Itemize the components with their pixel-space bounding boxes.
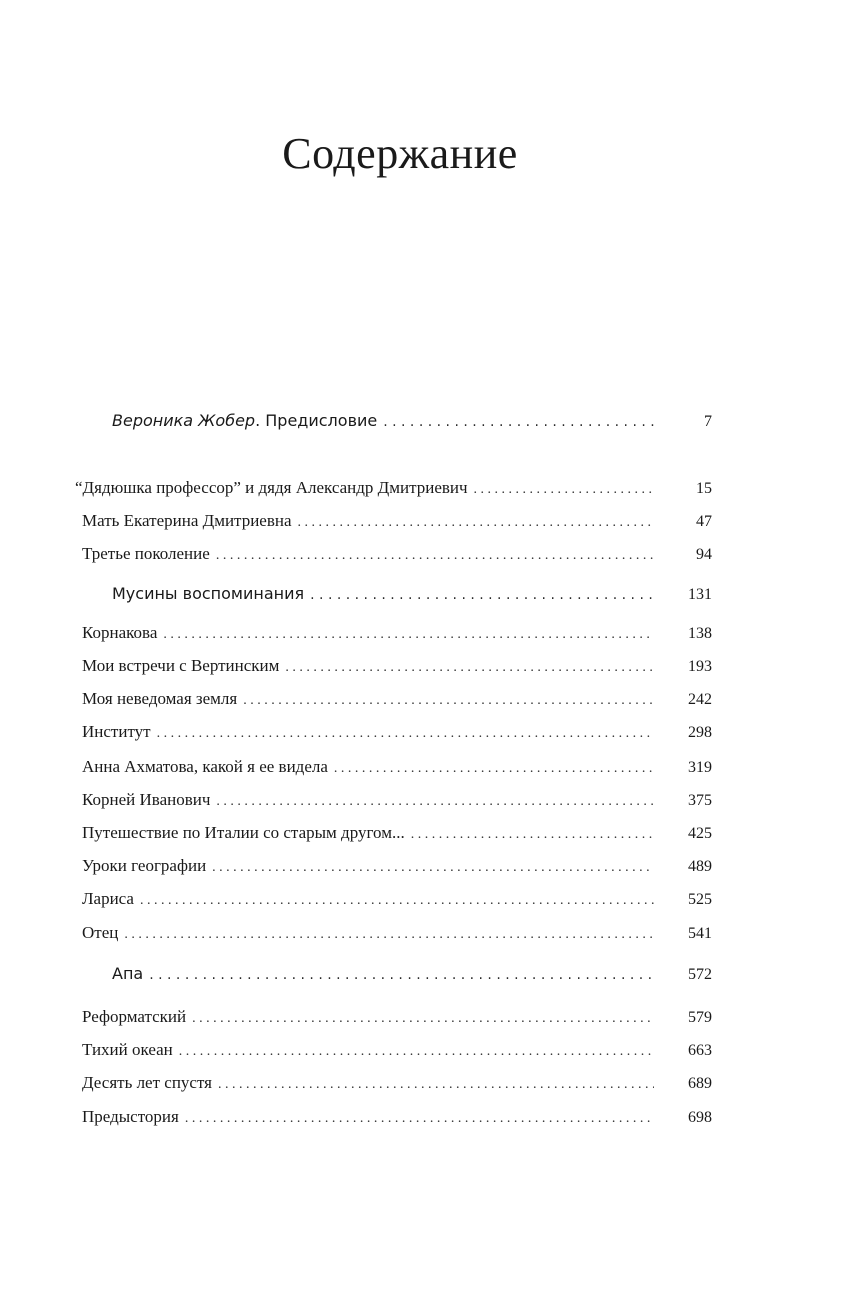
toc-entry-title: Корней Иванович bbox=[82, 790, 211, 809]
dot-leader bbox=[185, 1107, 654, 1131]
toc-entry-page: 319 bbox=[688, 759, 712, 776]
toc-entry-title: Корнакова bbox=[82, 623, 158, 642]
toc-entry-page: 7 bbox=[704, 413, 712, 430]
toc-entry[interactable] bbox=[82, 887, 712, 911]
toc-entry[interactable] bbox=[82, 921, 712, 945]
dot-leader bbox=[334, 757, 654, 781]
dot-leader bbox=[157, 722, 654, 746]
toc-entry-page: 298 bbox=[688, 724, 712, 741]
toc-entry-author: Вероника Жобер bbox=[112, 411, 256, 430]
toc-entry[interactable] bbox=[82, 509, 712, 533]
toc-entry-page: 489 bbox=[688, 858, 712, 875]
toc-entry-title: Десять лет спустя bbox=[82, 1073, 212, 1092]
toc-entry-title bbox=[112, 409, 377, 433]
dot-leader bbox=[243, 689, 654, 713]
toc-entry[interactable] bbox=[82, 755, 712, 779]
toc-entry-page: 15 bbox=[696, 480, 712, 497]
toc-entry-preface[interactable] bbox=[112, 409, 712, 433]
toc-entry[interactable] bbox=[82, 1105, 712, 1129]
dot-leader bbox=[216, 544, 654, 568]
toc-entry-page: 698 bbox=[688, 1109, 712, 1126]
toc-entry-title: Тихий океан bbox=[82, 1040, 173, 1059]
dot-leader bbox=[140, 889, 654, 913]
toc-entry-title: Третье поколение bbox=[82, 544, 210, 563]
dot-leader bbox=[298, 511, 654, 535]
dot-leader bbox=[218, 1073, 654, 1097]
toc-entry[interactable] bbox=[82, 720, 712, 744]
toc-entry-title: Моя неведомая земля bbox=[82, 689, 238, 708]
toc-entry-page: 572 bbox=[688, 966, 712, 983]
toc-entry[interactable] bbox=[82, 788, 712, 812]
dot-leader bbox=[285, 656, 654, 680]
toc-entry-title: Уроки географии bbox=[82, 856, 207, 875]
toc-entry-title: Институт bbox=[82, 722, 151, 741]
toc-entry-page: 579 bbox=[688, 1009, 712, 1026]
toc-entry-title: Предыстория bbox=[82, 1107, 179, 1126]
toc-part[interactable] bbox=[112, 962, 712, 986]
toc-entry-title: Мать Екатерина Дмитриевна bbox=[82, 511, 292, 530]
toc-entry-page: 193 bbox=[688, 658, 712, 675]
toc-entry-separator: . bbox=[255, 411, 261, 430]
toc-entry-page: 525 bbox=[688, 891, 712, 908]
toc-entry-page: 541 bbox=[688, 925, 712, 942]
toc-entry-title: “Дядюшка профессор” и дядя Александр Дмитриевич bbox=[75, 478, 468, 497]
toc-entry[interactable] bbox=[82, 1038, 712, 1062]
dot-leader bbox=[179, 1040, 654, 1064]
page-title: Содержание bbox=[282, 129, 518, 178]
dot-leader bbox=[216, 790, 654, 814]
toc-entry-title: Реформатский bbox=[82, 1007, 187, 1026]
toc-entry-title: Анна Ахматова, какой я ее видела bbox=[82, 757, 328, 776]
toc-entry-title: Лариса bbox=[82, 889, 134, 908]
toc-part-title: Мусины воспоминания bbox=[112, 584, 305, 603]
toc-entry-page: 663 bbox=[688, 1042, 712, 1059]
toc-part[interactable] bbox=[112, 582, 712, 606]
toc-entry[interactable] bbox=[82, 854, 712, 878]
toc-entry[interactable] bbox=[82, 621, 712, 645]
toc-entry[interactable] bbox=[82, 687, 712, 711]
toc-entry-title-text: Предисловие bbox=[260, 411, 378, 430]
dot-leader bbox=[212, 856, 654, 880]
toc-entry-page: 689 bbox=[688, 1075, 712, 1092]
toc-entry-page: 94 bbox=[696, 546, 712, 563]
toc-entry[interactable] bbox=[75, 476, 712, 500]
dot-leader bbox=[310, 583, 654, 607]
toc-part-title: Апа bbox=[112, 964, 144, 983]
toc-entry[interactable] bbox=[82, 654, 712, 678]
dot-leader bbox=[411, 823, 654, 847]
dot-leader bbox=[163, 623, 654, 647]
toc-entry-page: 375 bbox=[688, 792, 712, 809]
toc-entry-page: 138 bbox=[688, 625, 712, 642]
dot-leader bbox=[192, 1007, 654, 1031]
dot-leader bbox=[474, 478, 654, 502]
toc-entry-page: 242 bbox=[688, 691, 712, 708]
dot-leader bbox=[149, 963, 654, 987]
toc-entry[interactable] bbox=[82, 542, 712, 566]
toc-entry-title: Мои встречи с Вертинским bbox=[82, 656, 280, 675]
toc-entry-page: 425 bbox=[688, 825, 712, 842]
toc-entry-title: Путешествие по Италии со старым другом... bbox=[82, 823, 405, 842]
toc-entry[interactable] bbox=[82, 1071, 712, 1095]
toc-entry-page: 47 bbox=[696, 513, 712, 530]
toc-entry-title: Отец bbox=[82, 923, 119, 942]
dot-leader bbox=[383, 410, 654, 434]
dot-leader bbox=[124, 923, 654, 947]
toc-entry-page: 131 bbox=[688, 586, 712, 603]
toc-entry[interactable] bbox=[82, 821, 712, 845]
toc-entry[interactable] bbox=[82, 1005, 712, 1029]
